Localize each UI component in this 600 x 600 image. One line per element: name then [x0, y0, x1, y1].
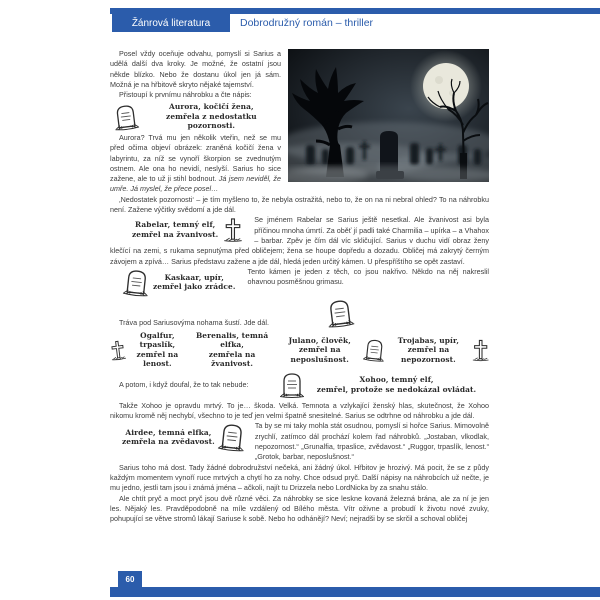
gravestone-aurora-caption — [142, 102, 281, 131]
gravestone-airdee-line2: zemřela na zvědavost. — [122, 437, 215, 447]
paragraph-8-text: A potom, i když doufal, že to tak nebude: — [119, 379, 249, 389]
gravestone-berenalis-line2: zemřela na žvanivost. — [208, 349, 256, 369]
gravestone-aurora — [114, 102, 281, 131]
paragraph-1-text: Posel vždy oceňuje odvahu, pomyslí si Sarius a udělá další dva kroky. Je možné, že ostatní jsou někde blízko. Nebo že dostanu úkol jen já sám. Možná je na hřbitově skryto nějaké tajemství. — [110, 49, 281, 89]
gravestone-xohoo-line2: zemřel, protože se nedokázal ovládat. — [316, 384, 477, 394]
gravestone-ogalfur-line2: zemřel na lenost. — [136, 349, 179, 369]
tab-section-genre-literature — [112, 14, 230, 32]
page-number: 60 — [125, 574, 135, 584]
gravestone-rabelar-line1: Rabelar, temný elf, — [135, 220, 216, 230]
gravestone-berenalis-line1: Berenalis, temná elfka, — [195, 330, 269, 350]
paragraph-12 — [110, 494, 489, 525]
gravestone-berenalis — [189, 331, 275, 369]
gravestone-xohoo-line1: Xohoo, temný elf, — [359, 375, 434, 385]
gravestone-row — [110, 331, 489, 369]
paragraph-6-text: Tento kámen je jeden z těch, co jsou nakřivo. Někdo na něj nakreslil ohavnou posměšnou grimasu. — [247, 266, 489, 287]
paragraph-11 — [110, 463, 489, 494]
article-body — [110, 49, 489, 524]
grave-cross-icon — [222, 216, 244, 243]
cemetery-night-illustration — [288, 49, 489, 182]
gravestone-rabelar-line2: zemřel na žvanivost. — [132, 229, 219, 239]
paragraph-8 — [110, 380, 280, 390]
gravestone-julano-line1: Julano, člověk, — [288, 335, 351, 345]
gravestone-trojabas — [385, 336, 471, 365]
paragraph-11-text: Sarius toho má dost. Tady žádné dobrodružství nečeká, ani žádný úkol. Hřbitov je hrozivý. Má pocit, že se z půdy každým momentem vynoří ruce mrtvých a chytí ho za nohy. Chce odsud pryč. Další nápisy na náhrobcích už nečte, je mu jedno, jestli tam jsou i známá jména – ačkoli, najít tu Drizzela nebo LordNicka by za snahu stálo. — [110, 462, 489, 493]
gravestone-kaskaar-line2: zemřel jako zrádce. — [153, 282, 236, 292]
grave-cross-icon — [472, 336, 489, 364]
paragraph-4-text: ‚Nedostatek pozornosti‘ – je tím myšleno to, že nebyla ostražitá, nebo to, že on na ni nebral ohled? To na náhrobku není. Zažene výčitky svědomí a jde dál. — [110, 194, 489, 215]
tombstone-icon — [325, 296, 354, 329]
gravestone-rabelar-caption — [132, 220, 218, 239]
paragraph-5-text: Se jménem Rabelar se Sarius ještě nesetkal. Ale žvanivost asi byla příčinou mnoha úmrtí. Za oběť jí padli také Charmilia – upírka – a Vhahox – barbar. Zpěv je čím dál víc skličující. Sarius v duchu vidí obraz ženy klečící na zemi, s rukama sepnutýma před obličejem; žena se houpe dopředu a dozadu. Obličej má zakrytý černým závojem a zpívá… Sarius představu zažene a jde dál, hledá jeden určitý kámen. U přespříštího se opět zastaví. — [110, 215, 489, 266]
gravestone-airdee — [122, 422, 245, 452]
gravestone-airdee-caption — [122, 428, 215, 447]
tombstone-icon — [363, 335, 387, 365]
xohoo-row — [110, 371, 489, 399]
tombstone-icon — [112, 101, 139, 132]
gravestone-ogalfur — [126, 331, 190, 369]
paragraph-10-text: Ta by se mi taky mohla stát osudnou, pomyslí si hořce Sarius. Mimovolně zrychlí, zatímco dál prochází kolem řad náhrobků. „Jostaban, vlkodlak, nepozornost.“ „Grunalfia, trpaslice, zvědavost.“ „Ruggor, trpaslík, lenost.“ „Grotok, barbar, neposlušnost.“ — [254, 421, 489, 462]
gravestone-xohoo — [304, 375, 489, 394]
section-label: Žánrová literatura — [131, 17, 211, 29]
paragraph-7-text: Tráva pod Sariusovýma nohama šustí. Jde dál. — [119, 317, 269, 327]
paragraph-3-text: Aurora? Trvá mu jen několik vteřin, než se mu před očima objeví obrázek: zraněná kočičí žena v labyrintu, za níž se vynoří škorpion se zvednutým ostnem. Ale ona ho nevidí, neslyší. Sarius ho sice zažene, ale to už ji stihl bodnout. — [110, 132, 281, 184]
paragraph-2-text: Přistoupí k prvnímu náhrobku a čte nápis: — [119, 90, 252, 100]
gravestone-kaskaar-line1: Kaskaar, upír, — [164, 272, 224, 282]
chapter-title — [240, 14, 373, 32]
tombstone-icon — [123, 267, 151, 298]
page-number-badge — [118, 571, 142, 587]
gravestone-aurora-line1: Aurora, kočičí žena, — [169, 102, 254, 112]
chapter-title-label: Dobrodružný román – thriller — [240, 17, 374, 29]
gravestone-airdee-line1: Airdee, temná elfka, — [125, 427, 212, 437]
grave-cross-icon — [108, 336, 127, 364]
gravestone-kaskaar — [124, 268, 236, 297]
gravestone-julano-line2: zemřel na neposlušnost. — [290, 345, 349, 364]
paragraph-7 — [110, 318, 269, 328]
tombstone-icon — [280, 371, 304, 399]
gravestone-ogalfur-line1: Ogalfur, trpaslík, — [139, 330, 176, 350]
paragraph-9-text: Takže Xohoo je opravdu mrtvý. To je… škoda. Velká. Temnota a vzlykající ženský hlas, skutečnost, že Xohoo nikomu kromě něj nechybí, všechno to je teď jen velmi špatně snesitelné. Sarius se odtrhne od náhrobku a jde dál. — [110, 400, 489, 421]
tombstone-icon — [217, 421, 246, 454]
paragraph-4 — [110, 195, 489, 216]
footer-accent-bar — [110, 587, 600, 597]
gravestone-kaskaar-caption — [153, 273, 236, 292]
gravestone-trojabas-line2: zemřel na nepozornost. — [401, 345, 456, 364]
paragraph-9 — [110, 401, 489, 422]
paragraph-3-italic-thought: Já jsem neviděl, že umře. Já myslel, že přece posel… — [110, 174, 281, 194]
paragraph-12-text: Ale chtít pryč a moct pryč jsou dvě různé věci. Za náhrobky se sice leskne kovaná železná brána, ale za ní je jen les. Nějaký les. Pravděpodobně na míle vzdálený od Bílého města. Vítr oživne a probudí k životu nové zvuky, pohupující se větve stromů lákají Sariuse k sobě. Nebo ho odhánějí? Neví; nejradši by se skrčil a schoval obličej — [110, 493, 489, 524]
gravestone-rabelar — [132, 216, 244, 243]
grass-line-row — [110, 298, 489, 328]
gravestone-julano — [275, 336, 364, 365]
gravestone-trojabas-line1: Trojabas, upír, — [397, 335, 460, 345]
gravestone-aurora-line2: zemřela z nedostatku pozornosti. — [166, 111, 257, 131]
